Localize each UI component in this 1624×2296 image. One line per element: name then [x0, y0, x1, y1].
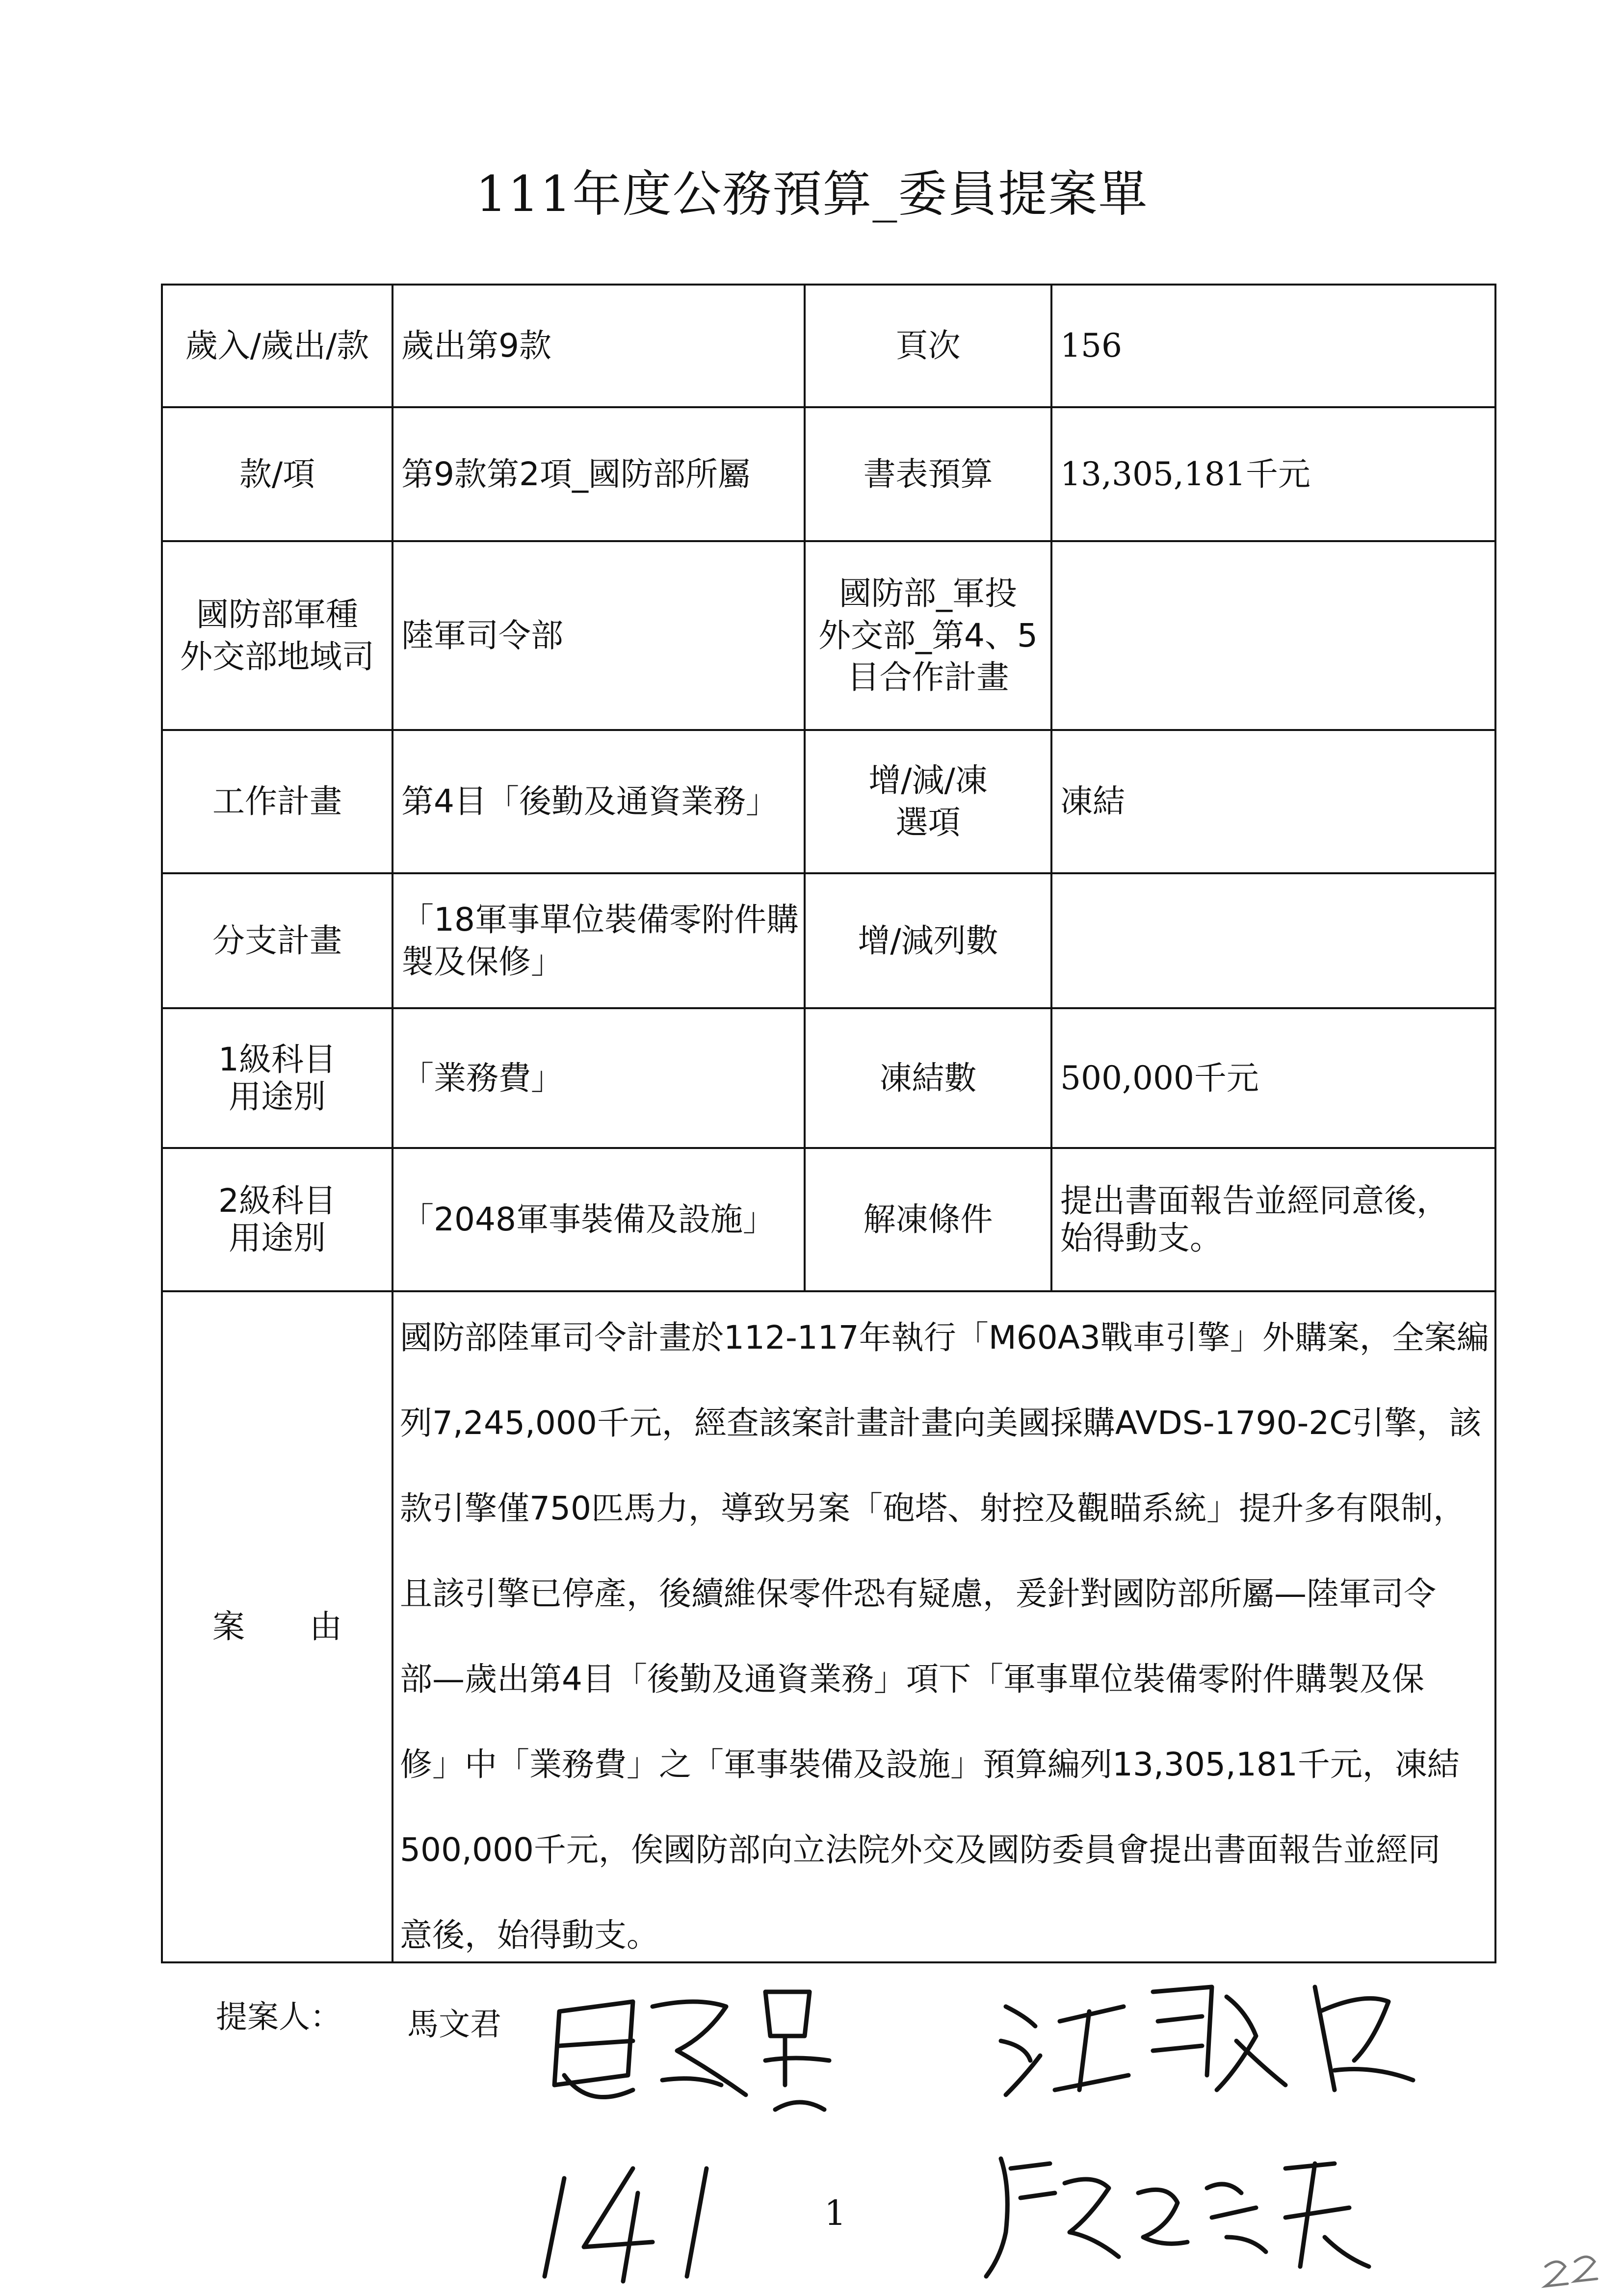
signature-lai-shyh-bao — [986, 2159, 1369, 2276]
reason-line: 且該引擎已停產，後續維保零件恐有疑慮，爰針對國防部所屬—陸軍司令 — [400, 1575, 1436, 1613]
value-page: 156 — [1060, 327, 1122, 365]
reason-line: 500,000千元，俟國防部向立法院外交及國防委員會提出書面報告並經同 — [400, 1831, 1441, 1869]
proposer-name: 馬文君 — [407, 2007, 501, 2043]
label-section-item: 款/項 — [239, 455, 315, 493]
proposer-label: 提案人： — [216, 1999, 341, 2035]
label-freeze-amount: 凍結數 — [879, 1059, 977, 1097]
value-unfreeze-condition: 提出書面報告並經同意後， 始得動支。 — [1060, 1182, 1449, 1257]
reason-line: 列7,245,000千元，經查該案計畫計畫向美國採購AVDS-1790-2C引擎，該 — [400, 1404, 1482, 1442]
label-level2-subject: 2級科目 用途別 — [218, 1182, 336, 1257]
reason-line: 部—歲出第4目「後勤及通資業務」項下「軍事單位裝備零附件購製及保 — [400, 1660, 1424, 1698]
value-level1-subject: 「業務費」 — [401, 1059, 563, 1097]
label-option: 增/減/凍 選項 — [868, 761, 988, 841]
signature-mark-22 — [1545, 2257, 1597, 2286]
value-option: 凍結 — [1060, 783, 1125, 821]
label-cooperation-plan: 國防部_軍投 外交部_第4、5 目合作計畫 — [818, 574, 1038, 697]
value-freeze-amount: 500,000千元 — [1060, 1059, 1259, 1097]
label-page: 頁次 — [895, 327, 961, 365]
reason-line: 修」中「業務費」之「軍事裝備及設施」預算編列13,305,181千元，凍結 — [400, 1746, 1460, 1783]
value-section-item: 第9款第2項_國防部所屬 — [401, 455, 750, 493]
label-revenue-expense: 歲入/歲出/款 — [185, 327, 369, 365]
label-adjust-amount: 增/減列數 — [858, 921, 998, 960]
page-title: 111年度公務預算_委員提案單 — [475, 165, 1149, 223]
label-department: 國防部軍種 外交部地域司 — [180, 595, 374, 676]
label-level1-subject: 1級科目 用途別 — [218, 1040, 336, 1116]
signature-ma-wen-chun — [554, 1992, 829, 2110]
value-level2-subject: 「2048軍事裝備及設施」 — [401, 1200, 775, 1239]
value-branch-plan: 「18軍事單位裝備零附件購 製及保修」 — [401, 900, 799, 981]
label-work-plan: 工作計畫 — [212, 783, 342, 821]
page-number: 1 — [824, 2193, 846, 2233]
reason-line: 國防部陸軍司令計畫於112-117年執行「M60A3戰車引擎」外購案，全案編 — [400, 1319, 1489, 1357]
value-department: 陸軍司令部 — [401, 616, 563, 654]
label-branch-plan: 分支計畫 — [212, 921, 342, 960]
label-budget: 書表預算 — [863, 455, 993, 493]
label-reason: 案 由 — [212, 1608, 342, 1646]
signature-number-141 — [545, 2168, 707, 2281]
reason-line: 意後，始得動支。 — [400, 1916, 659, 1954]
value-revenue-expense: 歲出第9款 — [401, 327, 551, 365]
value-budget: 13,305,181千元 — [1060, 455, 1310, 493]
label-unfreeze-condition: 解凍條件 — [863, 1200, 993, 1239]
signature-chiang-chi-chen — [1001, 1987, 1413, 2095]
reason-line: 款引擎僅750匹馬力，導致另案「砲塔、射控及觀瞄系統」提升多有限制， — [400, 1489, 1466, 1527]
value-work-plan: 第4目「後勤及通資業務」 — [401, 783, 778, 821]
